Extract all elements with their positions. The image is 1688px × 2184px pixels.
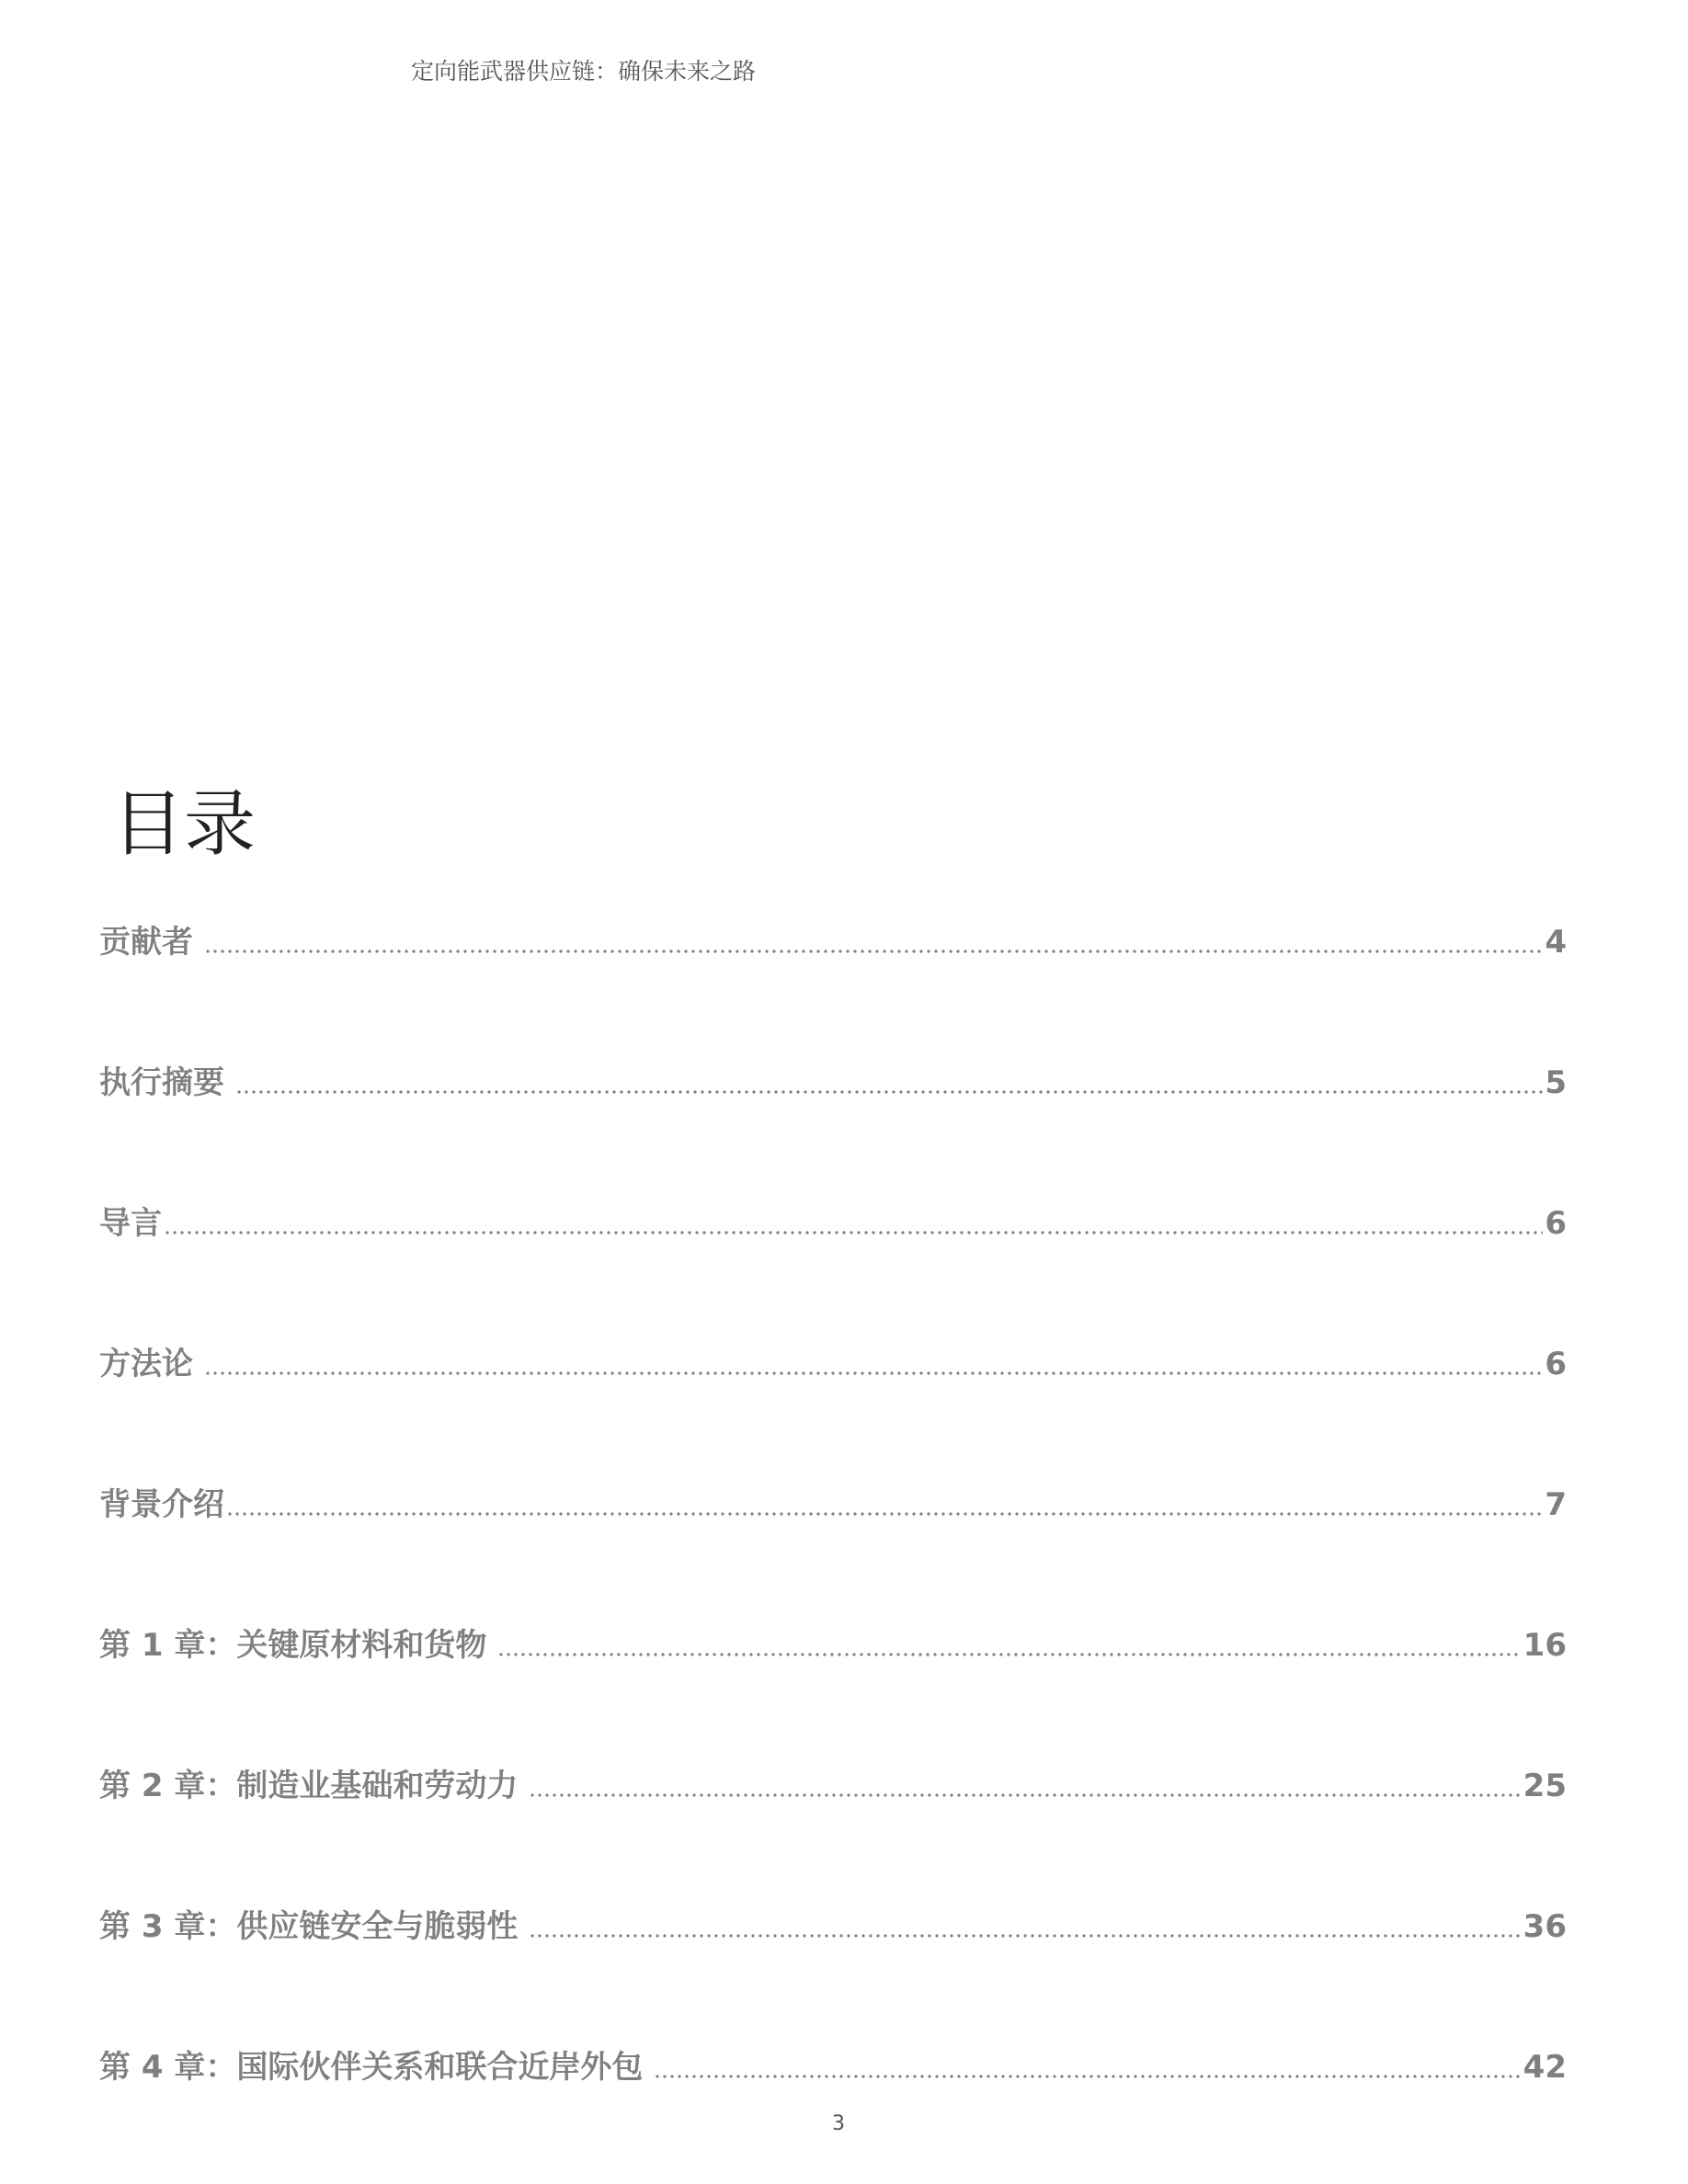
toc-dot-leader	[235, 1090, 1543, 1094]
toc-dot-leader	[226, 1512, 1543, 1516]
toc-entry-label: 第 2 章：制造业基础和劳动力	[99, 1768, 519, 1804]
toc-entry-page: 6	[1545, 1205, 1567, 1242]
toc-entry-chapter-2[interactable]	[99, 1770, 1567, 1802]
toc-entry-chapter-3[interactable]	[99, 1908, 1567, 1945]
toc-entry-executive-summary[interactable]	[99, 1064, 1567, 1101]
toc-entry-page: 5	[1545, 1064, 1567, 1101]
toc-entry-page: 7	[1545, 1486, 1567, 1523]
toc-entry-label: 执行摘要	[99, 1064, 224, 1101]
running-header: 定向能武器供应链：确保未来之路	[411, 58, 757, 85]
toc-entry-label: 第 1 章：关键原材料和货物	[99, 1627, 487, 1664]
toc-entry-page: 6	[1545, 1346, 1567, 1382]
toc-dot-leader	[654, 2075, 1521, 2078]
toc-entry-page: 42	[1523, 2049, 1567, 2086]
toc-entry-label: 导言	[99, 1205, 162, 1242]
toc-entry-contributors[interactable]	[99, 924, 1567, 961]
page-number: 3	[832, 2112, 845, 2135]
toc-dot-leader	[204, 950, 1543, 953]
toc-entry-label: 贡献者	[99, 924, 193, 961]
toc-dot-leader	[497, 1653, 1521, 1656]
toc-entry-page: 36	[1523, 1908, 1567, 1945]
toc-dot-leader	[529, 1793, 1521, 1797]
toc-entry-page: 4	[1545, 924, 1567, 961]
toc-title: 目录	[112, 783, 257, 866]
toc-dot-leader	[204, 1371, 1543, 1375]
toc-entry-introduction[interactable]	[99, 1205, 1567, 1242]
toc-entry-page: 16	[1523, 1627, 1567, 1664]
toc-entry-label: 第 3 章：供应链安全与脆弱性	[99, 1908, 519, 1945]
toc-entry-label: 第 4 章：国际伙伴关系和联合近岸外包	[99, 2049, 644, 2086]
toc-dot-leader	[529, 1934, 1521, 1938]
toc-entry-background[interactable]	[99, 1486, 1567, 1523]
toc-entry-label: 背景介绍	[99, 1486, 224, 1523]
toc-entry-chapter-4[interactable]	[99, 2049, 1567, 2086]
toc-entry-page: 25	[1523, 1768, 1567, 1804]
toc-dot-leader	[164, 1231, 1543, 1234]
toc-entry-chapter-1[interactable]	[99, 1627, 1567, 1664]
toc-entry-methodology[interactable]	[99, 1348, 1567, 1380]
toc-entry-label: 方法论	[99, 1346, 193, 1382]
